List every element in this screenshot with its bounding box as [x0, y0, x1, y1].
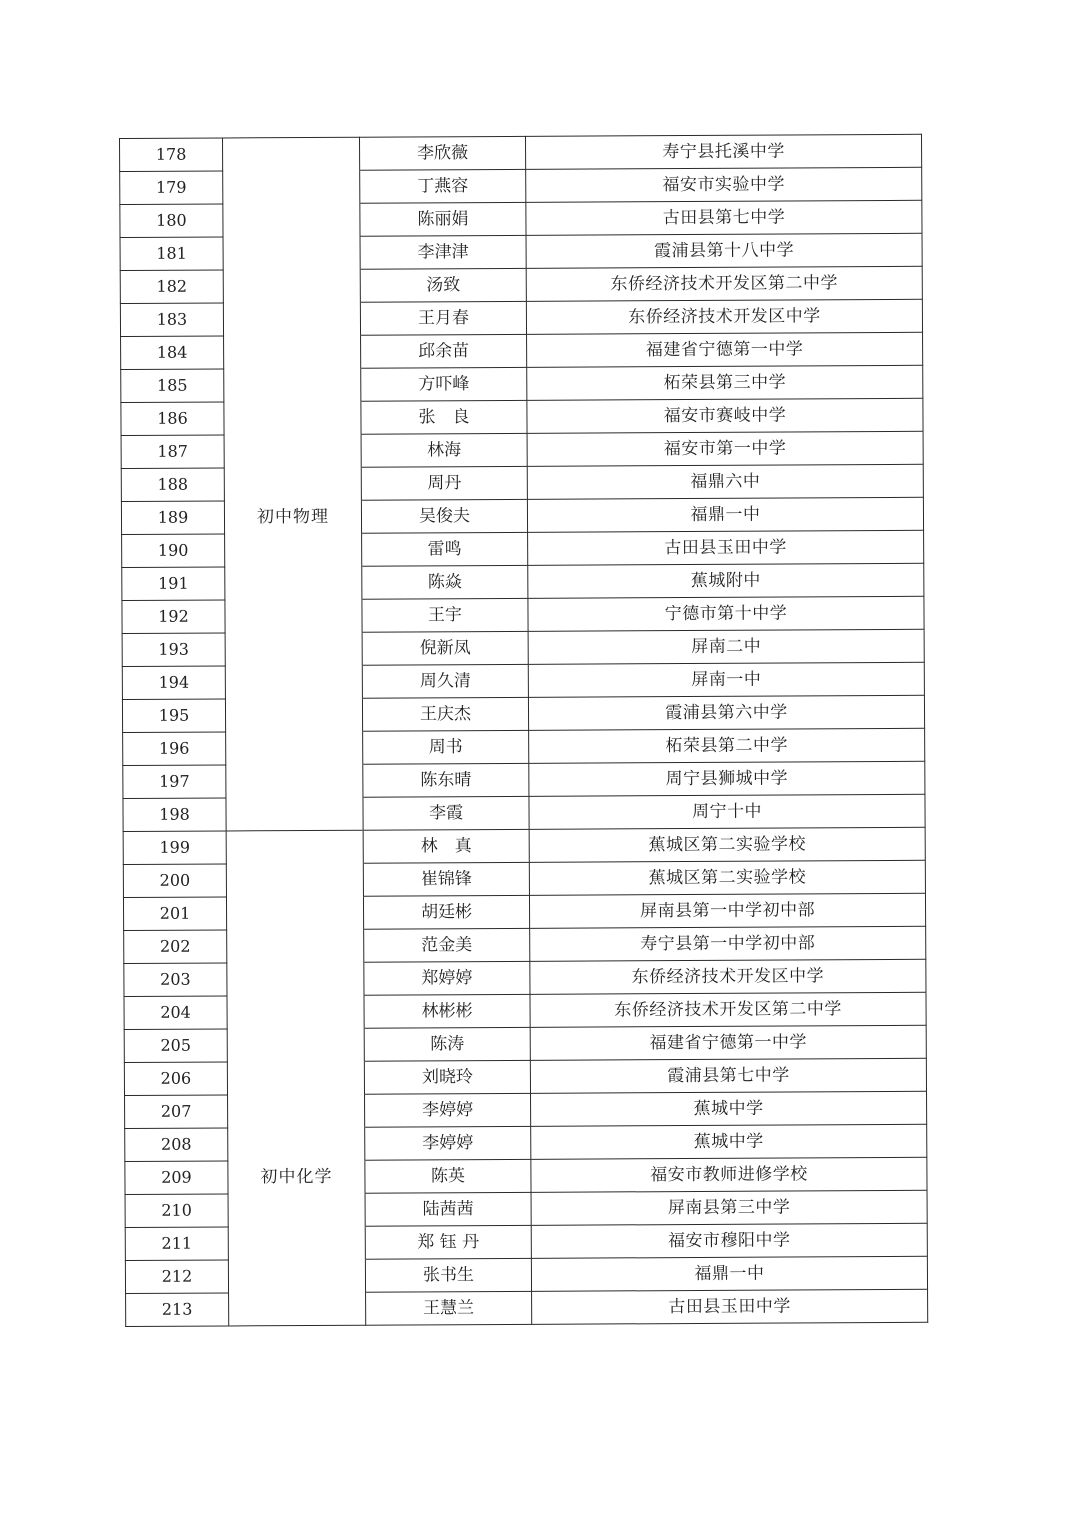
row-number-cell: 201: [123, 897, 226, 931]
school-cell: 福建省宁德第一中学: [527, 332, 923, 367]
table-row: [123, 761, 925, 798]
row-number-cell: 209: [125, 1161, 228, 1195]
row-number-cell: 207: [125, 1095, 228, 1129]
row-number-cell: 197: [123, 765, 226, 799]
subject-cell: [226, 896, 363, 930]
subject-cell: [228, 1160, 365, 1194]
subject-cell: [223, 302, 360, 336]
teacher-name-cell: 李霞: [363, 796, 529, 830]
subject-cell: [224, 467, 361, 501]
school-cell: 柘荣县第二中学: [529, 728, 925, 763]
subject-cell: [228, 1094, 365, 1128]
table-row: [121, 497, 923, 534]
table-row: [122, 596, 924, 633]
table-row: [122, 563, 924, 600]
subject-label: 初中物理: [256, 506, 330, 527]
teacher-name-cell: 陆茜茜: [365, 1192, 531, 1226]
teacher-name-cell: 陈焱: [362, 565, 528, 599]
teacher-name-cell: 周丹: [361, 466, 527, 500]
table-row: [125, 1124, 927, 1161]
teacher-name-cell: 林 真: [363, 829, 529, 863]
row-number-cell: 191: [122, 567, 225, 601]
row-number-cell: 202: [124, 930, 227, 964]
subject-cell: [225, 533, 362, 567]
table-row: [121, 332, 923, 369]
subject-cell: [223, 203, 360, 237]
row-number-cell: 179: [120, 171, 223, 205]
subject-cell: [227, 1061, 364, 1095]
subject-cell: [223, 269, 360, 303]
row-number-cell: 208: [125, 1128, 228, 1162]
row-number-cell: 211: [125, 1227, 228, 1261]
school-cell: 东侨经济技术开发区第二中学: [526, 266, 922, 301]
teacher-name-cell: 雷鸣: [362, 532, 528, 566]
school-cell: 周宁县狮城中学: [529, 761, 925, 796]
subject-cell: [227, 995, 364, 1029]
school-cell: 屏南县第三中学: [531, 1190, 927, 1225]
teacher-name-cell: 陈涛: [364, 1027, 530, 1061]
subject-cell: [226, 863, 363, 897]
teacher-name-cell: 汤致: [360, 268, 526, 302]
school-cell: 蕉城区第二实验学校: [529, 827, 925, 862]
row-number-cell: 200: [123, 864, 226, 898]
table-row: [121, 365, 923, 402]
row-number-cell: 183: [120, 303, 223, 337]
teacher-name-cell: 陈东晴: [363, 763, 529, 797]
row-number-cell: 196: [123, 732, 226, 766]
teacher-name-cell: 胡廷彬: [363, 895, 529, 929]
school-cell: 福安市实验中学: [526, 167, 922, 202]
table-row: [120, 266, 922, 303]
table-row: [125, 1190, 927, 1227]
school-cell: 福安市穆阳中学: [531, 1223, 927, 1258]
subject-cell: [225, 665, 362, 699]
teacher-name-cell: 李婷婷: [365, 1093, 531, 1127]
row-number-cell: 192: [122, 600, 225, 634]
subject-cell: [226, 731, 363, 765]
roster-table: [119, 134, 928, 1327]
subject-cell: [223, 137, 360, 171]
teacher-name-cell: 林彬彬: [364, 994, 530, 1028]
row-number-cell: 199: [123, 831, 226, 865]
teacher-name-cell: 刘晓玲: [364, 1060, 530, 1094]
school-cell: 福安市第一中学: [527, 431, 923, 466]
school-cell: 周宁十中: [529, 794, 925, 829]
subject-cell: [224, 500, 361, 534]
table-row: [122, 530, 924, 567]
row-number-cell: 185: [121, 369, 224, 403]
table-row: [121, 431, 923, 468]
subject-cell: [228, 1259, 365, 1293]
school-cell: 东侨经济技术开发区中学: [526, 299, 922, 334]
table-row: [121, 464, 923, 501]
subject-cell: [227, 929, 364, 963]
school-cell: 蕉城附中: [528, 563, 924, 598]
table-row: [122, 695, 924, 732]
teacher-name-cell: 李婷婷: [365, 1126, 531, 1160]
school-cell: 福建省宁德第一中学: [530, 1025, 926, 1060]
row-number-cell: 180: [120, 204, 223, 238]
subject-cell: [227, 962, 364, 996]
row-number-cell: 178: [120, 138, 223, 172]
school-cell: 古田县玉田中学: [532, 1289, 928, 1324]
table-row: [120, 233, 922, 270]
teacher-name-cell: 邱余苗: [361, 334, 527, 368]
subject-cell: [224, 434, 361, 468]
school-cell: 蕉城区第二实验学校: [529, 860, 925, 895]
roster-table-body: [120, 134, 928, 1326]
row-number-cell: 210: [125, 1194, 228, 1228]
table-row: [123, 860, 925, 897]
subject-cell: [228, 1193, 365, 1227]
row-number-cell: 193: [122, 633, 225, 667]
teacher-name-cell: 王庆杰: [362, 697, 528, 731]
row-number-cell: 186: [121, 402, 224, 436]
row-number-cell: 213: [126, 1293, 229, 1327]
subject-cell: [226, 797, 363, 831]
teacher-name-cell: 郑婷婷: [364, 961, 530, 995]
table-row: [124, 992, 926, 1029]
subject-cell: [225, 566, 362, 600]
table-row: [123, 827, 925, 864]
school-cell: 柘荣县第三中学: [527, 365, 923, 400]
table-row: [125, 1091, 927, 1128]
school-cell: 福安市赛岐中学: [527, 398, 923, 433]
row-number-cell: 189: [121, 501, 224, 535]
teacher-name-cell: 范金美: [364, 928, 530, 962]
school-cell: 福鼎六中: [527, 464, 923, 499]
row-number-cell: 204: [124, 996, 227, 1030]
teacher-name-cell: 周书: [363, 730, 529, 764]
school-cell: 福鼎一中: [531, 1256, 927, 1291]
school-cell: 东侨经济技术开发区第二中学: [530, 992, 926, 1027]
table-row: [125, 1223, 927, 1260]
school-cell: 寿宁县第一中学初中部: [530, 926, 926, 961]
subject-cell: [224, 335, 361, 369]
subject-cell: [224, 368, 361, 402]
row-number-cell: 181: [120, 237, 223, 271]
subject-cell: [223, 236, 360, 270]
table-row: [124, 926, 926, 963]
teacher-name-cell: 林海: [361, 433, 527, 467]
subject-cell: [225, 599, 362, 633]
teacher-name-cell: 方吓峰: [361, 367, 527, 401]
school-cell: 福鼎一中: [527, 497, 923, 532]
school-cell: 蕉城中学: [531, 1124, 927, 1159]
table-row: [120, 134, 922, 171]
table-row: [122, 662, 924, 699]
table-row: [120, 167, 922, 204]
teacher-name-cell: 丁燕容: [360, 169, 526, 203]
subject-cell: [229, 1292, 366, 1326]
subject-cell: [225, 698, 362, 732]
subject-cell: [224, 401, 361, 435]
row-number-cell: 212: [125, 1260, 228, 1294]
school-cell: 屏南一中: [528, 662, 924, 697]
row-number-cell: 187: [121, 435, 224, 469]
school-cell: 寿宁县托溪中学: [525, 134, 921, 169]
school-cell: 霞浦县第十八中学: [526, 233, 922, 268]
row-number-cell: 182: [120, 270, 223, 304]
teacher-name-cell: 张书生: [365, 1258, 531, 1292]
school-cell: 屏南二中: [528, 629, 924, 664]
row-number-cell: 203: [124, 963, 227, 997]
school-cell: 古田县玉田中学: [528, 530, 924, 565]
table-row: [124, 1025, 926, 1062]
row-number-cell: 184: [121, 336, 224, 370]
school-cell: 古田县第七中学: [526, 200, 922, 235]
row-number-cell: 195: [122, 699, 225, 733]
row-number-cell: 188: [121, 468, 224, 502]
table-row: [120, 299, 922, 336]
teacher-name-cell: 王月春: [360, 301, 526, 335]
teacher-name-cell: 李欣薇: [359, 136, 525, 170]
teacher-name-cell: 李津津: [360, 235, 526, 269]
subject-cell: [227, 1028, 364, 1062]
row-number-cell: 190: [122, 534, 225, 568]
teacher-name-cell: 郑 钰 丹: [365, 1225, 531, 1259]
school-cell: 霞浦县第六中学: [528, 695, 924, 730]
table-row: [123, 728, 925, 765]
teacher-name-cell: 崔锦锋: [363, 862, 529, 896]
school-cell: 东侨经济技术开发区中学: [530, 959, 926, 994]
row-number-cell: 205: [124, 1029, 227, 1063]
row-number-cell: 206: [124, 1062, 227, 1096]
row-number-cell: 194: [122, 666, 225, 700]
school-cell: 霞浦县第七中学: [530, 1058, 926, 1093]
row-number-cell: 198: [123, 798, 226, 832]
table-row: [121, 398, 923, 435]
subject-cell: [228, 1226, 365, 1260]
teacher-name-cell: 陈丽娟: [360, 202, 526, 236]
subject-label: 初中化学: [260, 1166, 333, 1187]
teacher-name-cell: 王宇: [362, 598, 528, 632]
teacher-name-cell: 王慧兰: [366, 1291, 532, 1325]
table-row: [123, 893, 925, 930]
table-row: [126, 1289, 928, 1326]
school-cell: 福安市教师进修学校: [531, 1157, 927, 1192]
table-row: [125, 1256, 927, 1293]
table-row: [124, 959, 926, 996]
teacher-name-cell: 陈英: [365, 1159, 531, 1193]
table-row: [125, 1157, 927, 1194]
table-row: [120, 200, 922, 237]
teacher-name-cell: 张 良: [361, 400, 527, 434]
teacher-name-cell: 周久清: [362, 664, 528, 698]
subject-cell: [226, 764, 363, 798]
school-cell: 蕉城中学: [531, 1091, 927, 1126]
table-row: [123, 794, 925, 831]
table-row: [122, 629, 924, 666]
subject-cell: [223, 170, 360, 204]
teacher-name-cell: 吴俊夫: [361, 499, 527, 533]
school-cell: 宁德市第十中学: [528, 596, 924, 631]
subject-cell: [226, 830, 363, 864]
table-row: [124, 1058, 926, 1095]
subject-cell: [225, 632, 362, 666]
school-cell: 屏南县第一中学初中部: [529, 893, 925, 928]
subject-cell: [228, 1127, 365, 1161]
teacher-name-cell: 倪新凤: [362, 631, 528, 665]
